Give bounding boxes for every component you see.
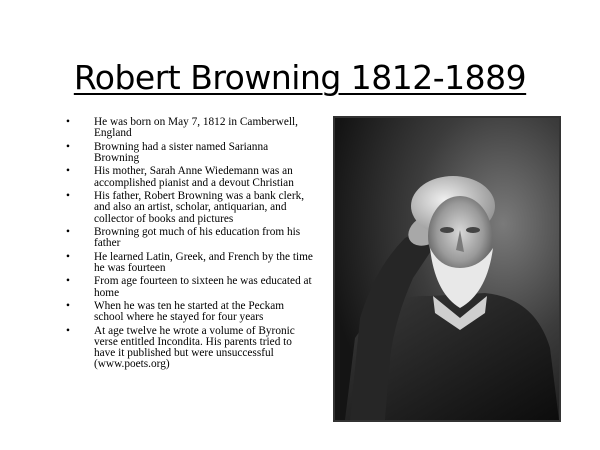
bullet-item <box>66 326 314 371</box>
bullet-dot: • <box>66 140 70 153</box>
slide-title-text: Robert Browning 1812-1889 <box>73 58 527 97</box>
bullet-text: From age fourteen to sixteen he was educated at home <box>94 275 312 299</box>
bullet-text: He learned Latin, Greek, and French by the time he was fourteen <box>94 250 313 274</box>
bullet-text: His mother, Sarah Anne Wiedemann was an accomplished pianist and a devout Christian <box>94 165 294 189</box>
portrait-illustration <box>335 118 559 420</box>
portrait-photo <box>333 116 561 422</box>
bullet-item <box>66 276 314 298</box>
bullet-item <box>66 227 314 249</box>
bullet-dot: • <box>66 116 70 128</box>
slide-title <box>0 58 600 98</box>
bullet-item <box>66 252 314 274</box>
bullet-dot: • <box>66 324 70 337</box>
bullet-dot: • <box>66 165 70 178</box>
bullet-item <box>66 191 314 225</box>
bullet-dot: • <box>66 190 70 203</box>
bullet-dot: • <box>66 275 70 288</box>
bullet-text: He was born on May 7, 1812 in Camberwell, England <box>94 116 298 140</box>
bullet-dot: • <box>66 250 70 263</box>
bullet-text: When he was ten he started at the Peckam school where he stayed for four years <box>94 300 285 324</box>
bullet-text: His father, Robert Browning was a bank clerk, and also an artist, scholar, antiquarian, and collector of books and pictures <box>94 190 305 225</box>
bullet-text: Browning got much of his education from his father <box>94 226 301 250</box>
bullet-text: Browning had a sister named Sarianna Browning <box>94 140 269 164</box>
bullet-item <box>66 166 314 188</box>
bullet-item <box>66 117 314 139</box>
bullet-list <box>66 117 314 373</box>
bullet-text: At age twelve he wrote a volume of Byronic verse entitled Incondita. His parents tried to have it published but were unsuccessful (www.poets.org) <box>94 324 295 371</box>
bullet-dot: • <box>66 300 70 313</box>
bullet-item <box>66 301 314 323</box>
bullet-dot: • <box>66 226 70 239</box>
bullet-item <box>66 142 314 164</box>
